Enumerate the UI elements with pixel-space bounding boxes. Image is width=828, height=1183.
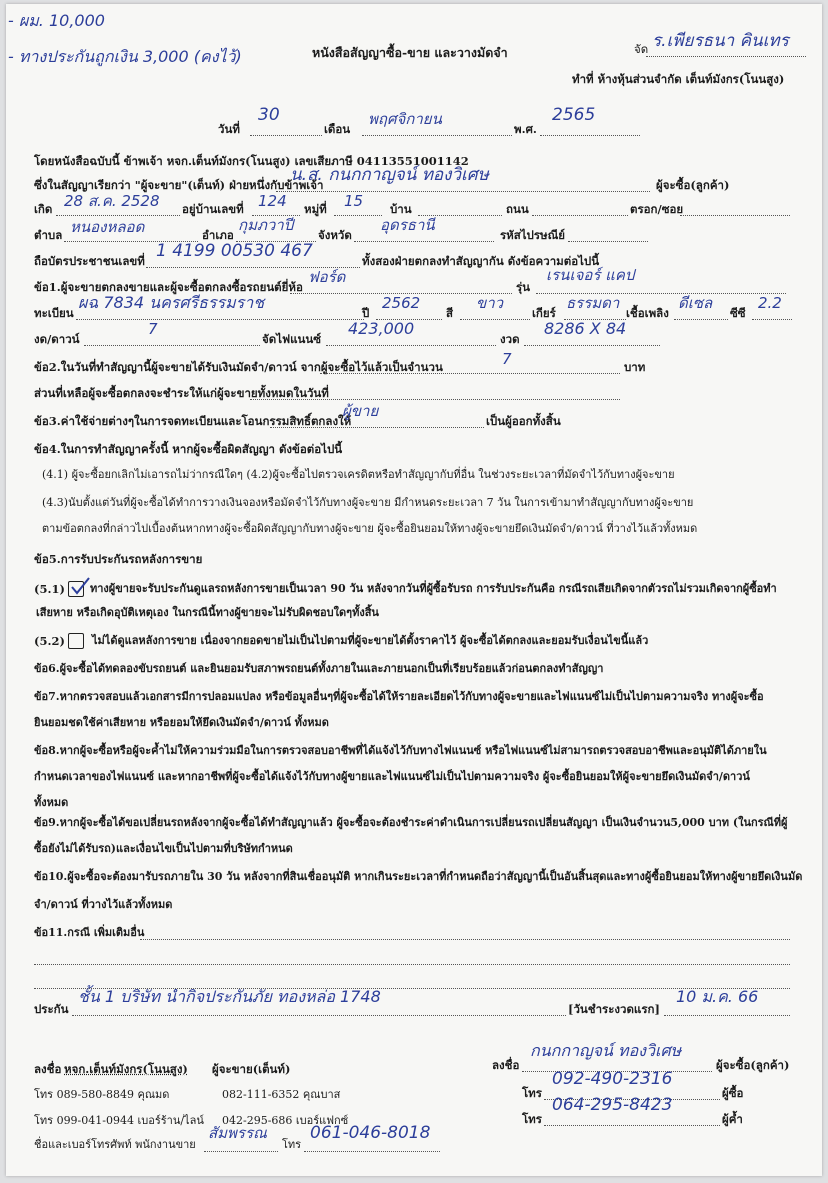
seller-role: ผู้จะขาย(เต็นท์) <box>212 1062 291 1076</box>
idcard-label: ถือบัตรประชาชนเลขที่ <box>34 254 145 268</box>
contract-document <box>6 4 822 1176</box>
color-label: สี <box>446 306 454 320</box>
moo-value: 15 <box>344 192 364 210</box>
clause10b: จำ/ดาวน์ ที่วางไว้แล้วทั้งหมด <box>34 898 173 911</box>
clause2-value: 7 <box>502 350 512 368</box>
month-value: พฤศจิกายน <box>368 110 442 128</box>
phone-2: 082-111-6352 คุณบาส <box>222 1088 341 1101</box>
insurance-label: ประกัน <box>34 1002 69 1016</box>
clause3-value: ผู้ขาย <box>342 402 379 420</box>
clause11-line-2 <box>34 964 790 965</box>
first-payment-label: [วันชำระงวดแรก] <box>568 1002 660 1016</box>
clause5-2-num: (5.2) <box>34 634 65 648</box>
seller-name: หจก.เต็นท์มังกร(โนนสูง) <box>64 1062 188 1076</box>
color-value: ขาว <box>476 294 504 312</box>
note-line-1: - ผม. 10,000 <box>8 11 105 30</box>
salesman-tel-label: โทร <box>282 1138 302 1151</box>
day-line <box>250 135 322 136</box>
birth-value: 28 ส.ค. 2528 <box>64 192 160 210</box>
fuel-value: ดีเซล <box>678 294 713 312</box>
buyer-tel-label: โทร <box>522 1086 542 1100</box>
salesman-tel-line <box>304 1151 440 1152</box>
color-line <box>460 319 530 320</box>
finance-value: 423,000 <box>348 319 415 338</box>
clause5: ข้อ5.การรับประกันรถหลังการขาย <box>34 552 203 566</box>
salesman-name: สัมพรรณ <box>208 1124 267 1142</box>
tambon-label: ตำบล <box>34 228 63 242</box>
clause8c: ทั้งหมด <box>34 796 69 809</box>
birth-line <box>56 215 180 216</box>
finance-line <box>326 345 496 346</box>
clause5-1-text: ทางผู้ขายจะรับประกันดูแลรถหลังการขายเป็นเวลา 90 วัน หลังจากวันที่ผู้ซื้อรับรถ การรับประกันคือ กรณีรถเสียเกิดจากตัวรถไม่รวมเกิดจากผู้ซื้อทำ <box>90 582 777 595</box>
amphoe-label: อำเภอ <box>202 228 234 242</box>
clause7b: ยินยอมชดใช้ค่าเสียหาย หรือยอมให้ยึดเงินมัดจำ/ดาวน์ ทั้งหมด <box>34 716 329 729</box>
month-line <box>362 135 512 136</box>
soi-line <box>680 215 790 216</box>
clause4-3a: (4.3)นับตั้งแต่วันที่ผู้จะซื้อได้ทำการวางเงินจองหรือมัดจำไว้กับทางผู้จะขาย มีกำหนดระยะเวลา 7 วัน ในการเข้ามาทำสัญญากับทางผู้จะขาย <box>42 496 694 509</box>
no-warranty-checkbox[interactable] <box>68 633 84 649</box>
clause9b: ซื้อยังไม่ได้รับรถ)และเงื่อนไขเป็นไปตามที่บริษัทกำหนด <box>34 842 293 855</box>
installment-label: งวด <box>500 332 520 346</box>
clause3: ข้อ3.ค่าใช้จ่ายต่างๆในการจดทะเบียนและโอนกรรมสิทธิ์ตกลงให้ <box>34 414 352 428</box>
clause3-suffix: เป็นผู้ออกทั้งสิ้น <box>486 414 561 428</box>
guarantor-tel-line <box>544 1125 720 1126</box>
clause1-label: ข้อ1.ผู้จะขายตกลงขายและผู้จะซื้อตกลงซื้อรถยนต์ยี่ห้อ <box>34 280 303 294</box>
cc-value: 2.2 <box>758 294 782 312</box>
house-value: 124 <box>258 192 287 210</box>
clause9a: ข้อ9.หากผู้จะซื้อได้ขอเปลี่ยนรถหลังจากผู้จะซื้อได้ทำสัญญาแล้ว ผู้จะซื้อจะต้องชำระค่าดำเนินการเปลี่ยนรถเปลี่ยนสัญญา เป็นเงินจำนวน5,000 บาท (ในกรณีที่ผู้ <box>34 816 788 829</box>
cc-line <box>752 319 792 320</box>
year-label-v: ปี <box>362 306 370 320</box>
amphoe-value: กุมภวาปี <box>238 216 294 234</box>
vyear-value: 2562 <box>382 294 421 312</box>
model-value: เรนเจอร์ แคป <box>546 266 635 284</box>
document-title: หนังสือสัญญาซื้อ-ขาย และวางมัดจำ <box>312 45 508 60</box>
fuel-line <box>674 319 728 320</box>
plate-label: ทะเบียน <box>34 306 74 320</box>
guarantor-tel: 064-295-8423 <box>552 1095 673 1115</box>
installment-line <box>524 345 660 346</box>
buyer-tel: 092-490-2316 <box>552 1069 673 1089</box>
place-text: ทำที่ ห้างหุ้นส่วนจำกัด เต็นท์มังกร(โนนสูง) <box>572 72 785 86</box>
plate-line <box>76 319 364 320</box>
year-label: พ.ศ. <box>514 122 537 136</box>
to-value: ร.เพียรธนา คินเทร <box>652 31 789 51</box>
to-line <box>646 56 806 57</box>
buyer-signature: กนกกาญจน์ ทองวิเศษ <box>530 1041 682 1060</box>
clause8b: กำหนดเวลาของไฟแนนซ์ และหากอาชีพที่ผู้จะซื้อได้แจ้งไว้กับทางผู้ขายและไฟแนนซ์ไม่เป็นไปตามความจริง ผู้จะซื้อยินยอมให้ผู้จะขายยึดเงินมัดจำ/ดาวน์ <box>34 770 750 783</box>
gear-label: เกียร์ <box>532 306 556 320</box>
salesman-tel: 061-046-8018 <box>310 1123 431 1143</box>
day-value: 30 <box>258 105 280 125</box>
seller-label: ซึ่งในสัญญาเรียกว่า "ผู้จะขาย"(เต็นท์) ฝ่ายหนึ่งกับข้าพเจ้า <box>34 178 324 192</box>
buyer-name: น.ส. กนกกาญจน์ ทองวิเศษ <box>290 165 489 185</box>
month-label: เดือน <box>324 122 351 136</box>
postal-label: รหัสไปรษณีย์ <box>500 228 566 242</box>
gear-value: ธรรมดา <box>566 294 620 312</box>
buyer-name-line <box>276 191 650 192</box>
cc-label: ซีซี <box>730 306 746 320</box>
village-label: บ้าน <box>390 202 412 216</box>
clause2: ข้อ2.ในวันที่ทำสัญญานี้ผู้จะขายได้รับเงินมัดจำ/ดาวน์ จากผู้จะซื้อไว้แล้วเป็นจำนวน <box>34 360 443 374</box>
buyer-sign-label: ลงชื่อ <box>492 1058 520 1072</box>
road-label: ถนน <box>506 202 529 216</box>
first-payment-line <box>664 1015 790 1016</box>
buyer-suffix: ผู้จะซื้อ(ลูกค้า) <box>656 178 730 192</box>
salesman-label: ชื่อและเบอร์โทรศัพท์ พนักงานขาย <box>34 1138 196 1151</box>
postal-line <box>568 241 648 242</box>
buyer-tel-role: ผู้ซื้อ <box>722 1086 744 1100</box>
to-label: จัด <box>634 42 649 56</box>
clause2b-line <box>250 399 620 400</box>
clause5-1-text2: เสียหาย หรือเกิดอุบัติเหตุเอง ในกรณีนี้ทางผู้ขายจะไม่รับผิดชอบใดๆทั้งสิ้น <box>36 606 379 619</box>
day-label: วันที่ <box>218 122 240 136</box>
clause11: ข้อ11.กรณี เพิ่มเติมอื่น <box>34 926 145 939</box>
installment-value: 8286 X 84 <box>544 319 627 338</box>
seller-sign-label: ลงชื่อ <box>34 1062 62 1076</box>
clause4: ข้อ4.ในการทำสัญญาครั้งนี้ หากผู้จะซื้อผิดสัญญา ดังข้อต่อไปนี้ <box>34 442 343 456</box>
finance-label: จัดไฟแนนซ์ <box>262 332 322 346</box>
phone-3: โทร 099-041-0944 เบอร์ร้าน/ไลน์ <box>34 1114 204 1127</box>
idcard-suffix: ทั้งสองฝ่ายตกลงทำสัญญากัน ดังข้อความต่อไปนี้ <box>362 254 600 268</box>
year-value: 2565 <box>552 105 596 125</box>
birth-label: เกิด <box>34 202 53 216</box>
model-label: รุ่น <box>516 280 531 294</box>
clause4-3b: ตามข้อตกลงที่กล่าวไปเบื้องต้นหากทางผู้จะซื้อผิดสัญญากับทางผู้จะขาย ผู้จะซื้อยินยอมให้ทางผู้จะขายยึดเงินมัดจำ/ดาวน์ ที่วางไว้แล้วทั้งหมด <box>42 522 698 535</box>
clause5-2-text: ไม่ได้ดูแลหลังการขาย เนื่องจากยอดขายไม่เป็นไปตามที่ผู้จะขายได้ตั้งราคาไว้ ผู้จะซื้อได้ตกลงและยอมรับเงื่อนไขนี้แล้ว <box>92 634 649 647</box>
phone-1: โทร 089-580-8849 คุณมด <box>34 1088 170 1101</box>
clause6: ข้อ6.ผู้จะซื้อได้ทดลองขับรถยนต์ และยินยอมรับสภาพรถยนต์ทั้งภายในและภายนอกเป็นที่เรียบร้อยแล้วก่อนตกลงทำสัญญา <box>34 662 604 675</box>
moo-label: หมู่ที่ <box>304 202 327 216</box>
road-line <box>532 215 628 216</box>
fuel-label: เชื้อเพลิง <box>626 306 669 320</box>
insurance-value: ชั้น 1 บริษัท นำกิจประกันภัย ทองหล่อ 1748 <box>78 987 381 1006</box>
idcard-value: 1 4199 00530 467 <box>156 241 313 261</box>
guarantor-tel-label: โทร <box>522 1112 542 1126</box>
house-label: อยู่บ้านเลขที่ <box>182 202 244 216</box>
clause10a: ข้อ10.ผู้จะซื้อจะต้องมารับรถภายใน 30 วัน หลังจากที่สินเชื่ออนุมัติ หากเกินระยะเวลาที่กำหนดถือว่าสัญญานี้เป็นอันสิ้นสุดและทางผู้ซื้อยินยอมให้ทางผู้ขายยึดเงินมัด <box>34 870 803 883</box>
down-value: 7 <box>148 320 158 338</box>
clause8a: ข้อ8.หากผู้จะซื้อหรือผู้จะค้ำไม่ให้ความร่วมมือในการตรวจสอบอาชีพที่ได้แจ้งไว้กับทางไฟแนนซ์ หรือไฟแนนซ์ไม่สามารถตรวจสอบอาชีพและอนุมัติได้ภายใน <box>34 744 767 757</box>
clause2b: ส่วนที่เหลือผู้จะซื้อตกลงจะชำระให้แก่ผู้จะขายทั้งหมดในวันที่ <box>34 386 329 400</box>
salesman-name-line <box>204 1151 278 1152</box>
buyer-role: ผู้จะซื้อ(ลูกค้า) <box>716 1058 790 1072</box>
moo-line <box>334 215 382 216</box>
down-label: งด/ดาวน์ <box>34 332 80 346</box>
clause4-1: (4.1) ผู้จะซื้อยกเลิกไม่เอารถไม่ว่ากรณีใดๆ (4.2)ผู้จะซื้อไปตรวจเครดิตหรือทำสัญญากับที่อื่น ในช่วงระยะเวลาที่มัดจำไว้กับทางผู้จะขาย <box>42 468 675 481</box>
clause5-1-num: (5.1) <box>34 582 65 596</box>
clause3-line <box>270 427 484 428</box>
clause11-line-1 <box>140 939 790 940</box>
first-payment-value: 10 ม.ค. 66 <box>676 987 759 1006</box>
clause7a: ข้อ7.หากตรวจสอบแล้วเอกสารมีการปลอมแปลง หรือข้อมูลอื่นๆที่ผู้จะซื้อได้ให้รายละเอียดไว้กับทางผู้จะขายและไฟแนนซ์ไม่เป็นไปตามความจริง ทางผู้จะซื้อ <box>34 690 764 703</box>
soi-label: ตรอก/ซอย <box>630 202 684 216</box>
province-line <box>354 241 494 242</box>
clause2-unit: บาท <box>624 360 646 374</box>
year-line <box>540 135 640 136</box>
checkmark-icon <box>70 576 90 596</box>
brand-value: ฟอร์ด <box>308 268 346 286</box>
insurance-line <box>72 1015 566 1016</box>
clause2-line <box>320 373 620 374</box>
down-line <box>84 345 260 346</box>
plate-value: ผฉ 7834 นครศรีธรรมราช <box>78 293 265 312</box>
intro-text: โดยหนังสือฉบับนี้ ข้าพเจ้า หจก.เต็นท์มังกร(โนนสูง) เลขเสียภาษี 04113551001142 <box>34 154 469 168</box>
province-label: จังหวัด <box>318 228 352 242</box>
guarantor-role: ผู้ค้ำ <box>722 1112 743 1126</box>
tambon-value: หนองหลอด <box>70 218 145 236</box>
note-line-2: - ทางประกันถูกเงิน 3,000 (คงไว้) <box>8 47 242 66</box>
province-value: อุดรธานี <box>380 216 435 234</box>
phone-4: 042-295-686 เบอร์แฟกซ์ <box>222 1114 349 1127</box>
